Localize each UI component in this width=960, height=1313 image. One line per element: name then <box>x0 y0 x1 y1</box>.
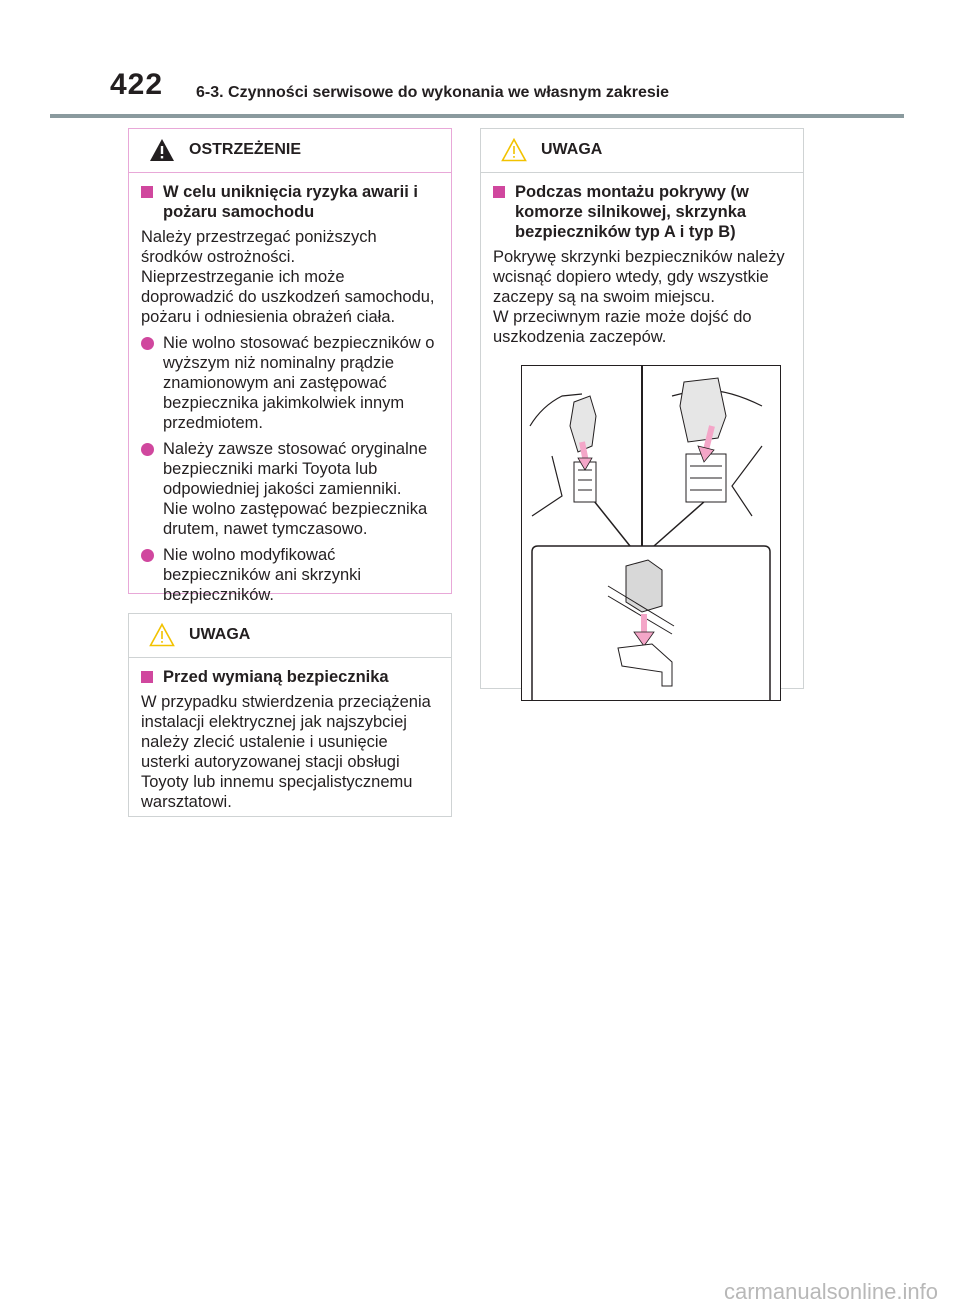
notice-right-text: Pokrywę skrzynki bezpieczników należy wcisnąć dopiero wtedy, gdy wszystkie zaczepy są na swoim miejscu. <box>493 248 785 306</box>
warning-bullet-2-text: Należy zawsze stosować oryginalne bezpieczniki marki Toyota lub odpowiedniej jakości zamienniki. <box>163 440 428 498</box>
notice-box-right <box>480 128 804 689</box>
caution-triangle-icon <box>149 623 175 647</box>
square-bullet-icon <box>141 186 153 198</box>
warning-box-header <box>129 129 451 173</box>
header-rule <box>50 114 904 118</box>
warning-title: OSTRZEŻENIE <box>189 141 302 158</box>
warning-subheading-text: W celu uniknięcia ryzyka awarii i pożaru samochodu <box>163 183 418 221</box>
warning-bullet-2 <box>141 439 439 499</box>
circle-bullet-icon <box>141 337 154 350</box>
section-title: 6-3. Czynności serwisowe do wykonania we własnym zakresie <box>196 84 670 101</box>
warning-bullet-1 <box>141 333 439 433</box>
warning-intro: Należy przestrzegać poniższych środków ostrożności. <box>141 228 377 266</box>
notice-box-left <box>128 613 452 817</box>
warning-bullet-3 <box>141 545 439 605</box>
notice-left-text: W przypadku stwierdzenia przeciążenia instalacji elektrycznej jak najszybciej należy zlecić ustalenie i usunięcie usterki autoryzowanej stacji obsługi Toyoty lub innemu specjalistycznemu warsztatowi. <box>141 693 431 811</box>
square-bullet-icon <box>493 186 505 198</box>
warning-bullet-3-text: Nie wolno modyfikować bezpieczników ani skrzynki bezpieczników. <box>163 546 362 604</box>
notice-left-subheading-text: Przed wymianą bezpiecznika <box>163 668 389 686</box>
page-header <box>50 68 904 120</box>
notice-left-title: UWAGA <box>189 626 251 643</box>
caution-triangle-icon <box>501 138 527 162</box>
warning-triangle-icon <box>149 138 175 162</box>
notice-right-subheading <box>493 182 791 242</box>
notice-right-subheading-text: Podczas montażu pokrywy (w komorze silnikowej, skrzynka bezpieczników typ A i typ B) <box>515 183 749 241</box>
notice-left-subheading <box>141 667 439 687</box>
warning-box <box>128 128 452 604</box>
warning-bullet-2-extra: Nie wolno zastępować bezpiecznika drutem, nawet tymczasowo. <box>163 500 428 538</box>
circle-bullet-icon <box>141 549 154 562</box>
warning-subheading <box>141 182 439 222</box>
notice-box-left-header <box>129 614 451 658</box>
fuse-box-cover-illustration <box>521 365 781 701</box>
watermark: carmanualsonline.info <box>723 1279 938 1304</box>
square-bullet-icon <box>141 671 153 683</box>
circle-bullet-icon <box>141 443 154 456</box>
page-number: 422 <box>110 68 164 101</box>
warning-bullet-1-text: Nie wolno stosować bezpieczników o wyższym niż nominalny prądzie znamionowym ani zastępować bezpiecznika jakimkolwiek innym przedmiotem. <box>163 334 435 432</box>
notice-right-title: UWAGA <box>541 141 603 158</box>
warning-intro-2: Nieprzestrzeganie ich może doprowadzić do uszkodzeń samochodu, pożaru i odniesienia obrażeń ciała. <box>141 268 435 326</box>
notice-right-text-2: W przeciwnym razie może dojść do uszkodzenia zaczepów. <box>493 308 752 346</box>
notice-box-right-header <box>481 129 803 173</box>
